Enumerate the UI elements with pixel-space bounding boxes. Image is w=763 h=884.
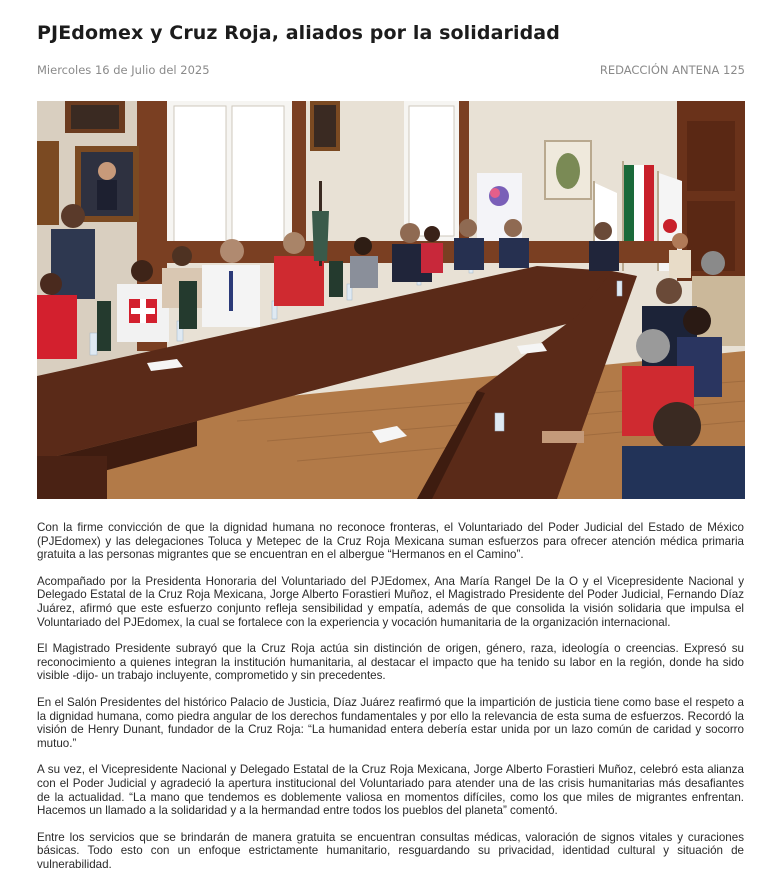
- publish-date: Miercoles 16 de Julio del 2025: [37, 63, 210, 77]
- article-paragraph: Entre los servicios que se brindarán de manera gratuita se encuentran consultas médicas, valoración de signos vitales y curaciones básicas. Todo esto con un enfoque estrictamente humanitario, resguardando su privacidad, identidad cultural y situación de vulnerabilidad.: [37, 830, 744, 871]
- article-paragraph: El Magistrado Presidente subrayó que la Cruz Roja actúa sin distinción de origen, género, raza, ideología o creencias. Expresó su reconocimiento a quienes integran la institución humanitaria, al destacar el impacto que ha tenido su labor en la región, donde ha sido visible -dijo- un trabajo incluyente, comprometido y sin precedentes.: [37, 642, 744, 683]
- article-paragraph: En el Salón Presidentes del histórico Palacio de Justicia, Díaz Juárez reafirmó que la impartición de justicia tiene como base el respeto a la dignidad humana, como piedra angular de los derechos fundamentales y por ello la relevancia de esta suma de esfuerzos. Recordó la visión de Henry Dunant, fundador de la Cruz Roja: “La humanidad entera debería estar unida por un lazo común de caridad y socorro mutuo.”: [37, 695, 744, 750]
- author-byline: REDACCIÓN ANTENA 125: [599, 63, 745, 77]
- meeting-photo-illustration: [37, 101, 745, 499]
- article-paragraph: A su vez, el Vicepresidente Nacional y Delegado Estatal de la Cruz Roja Mexicana, Jorge Alberto Forastieri Muñoz, celebró esta alianza con el Poder Judicial y agradeció la apertura institucional del Voluntariado para atender una de las crisis humanitarias más desafiantes de la actualidad. “La mano que tendemos es doblemente valiosa en momentos difíciles, como los que miles de migrantes enfrentan. Hacemos un llamado a la solidaridad y a la hermandad entre todos los pueblos del planeta” comentó.: [37, 763, 744, 818]
- article-body: [37, 521, 744, 884]
- article-paragraph: Acompañado por la Presidenta Honoraria del Voluntariado del PJEdomex, Ana María Rangel De la O y el Vicepresidente Nacional y Delegado Estatal de la Cruz Roja Mexicana, Jorge Alberto Forastieri Muñoz, el Magistrado Presidente del Poder Judicial, Fernando Díaz Juárez, afirmó que este esfuerzo conjunto refleja sensibilidad y empatía, además de que consolida la visión solidaria que impulsa el Voluntariado del PJEdomex, la cual se fortalece con la experiencia y vocación humanitaria de la organización internacional.: [37, 574, 744, 629]
- article-title: PJEdomex y Cruz Roja, aliados por la solidaridad: [37, 22, 560, 44]
- article-paragraph: Con la firme convicción de que la dignidad humana no reconoce fronteras, el Voluntariado del Poder Judicial del Estado de México (PJEdomex) y las delegaciones Toluca y Metepec de la Cruz Roja Mexicana suman esfuerzos para ofrecer atención médica primaria gratuita a las personas migrantes que se encuentran en el albergue “Hermanos en el Camino”.: [37, 521, 744, 562]
- article-photo: [37, 101, 745, 499]
- article-meta: [37, 63, 745, 79]
